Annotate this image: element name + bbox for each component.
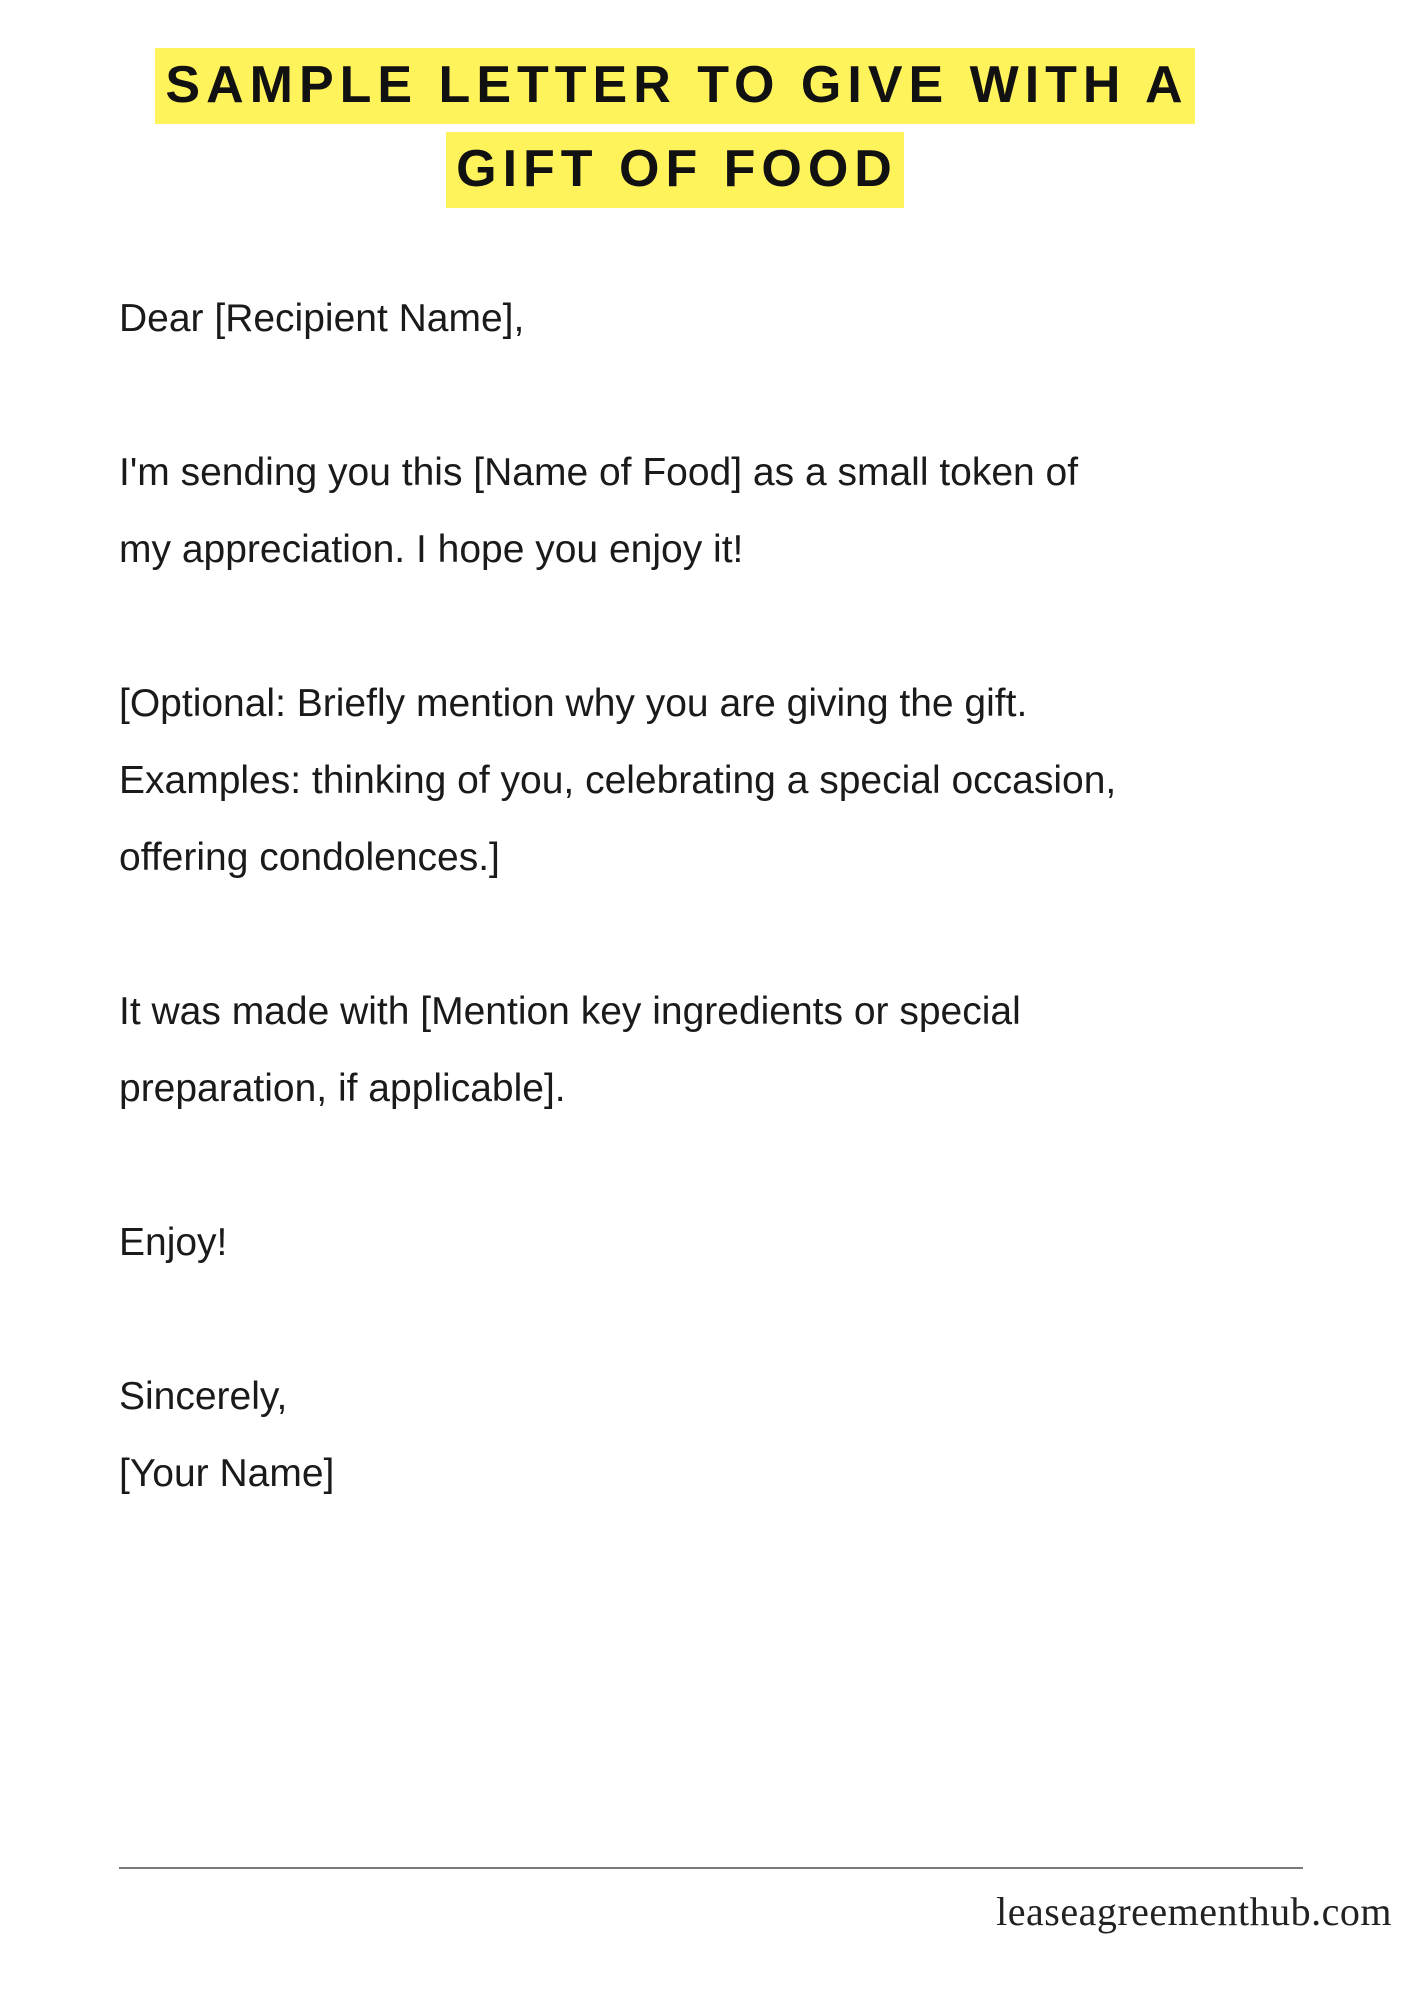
paragraph-line: offering condolences.] [119,836,500,879]
footer-divider [119,1867,1303,1869]
title-line-2: GIFT OF FOOD [446,132,904,208]
paragraph-line: my appreciation. I hope you enjoy it! [119,528,744,571]
salutation [119,280,1339,357]
exclamation-text: Enjoy! [119,1221,228,1264]
closing-text: Sincerely, [119,1375,288,1418]
exclamation [119,1204,1339,1281]
page-title [0,48,1350,216]
closing-block [119,1358,1339,1512]
title-line-1: SAMPLE LETTER TO GIVE WITH A [155,48,1194,124]
paragraph-appreciation [119,434,1339,588]
paragraph-line: [Optional: Briefly mention why you are giving the gift. [119,682,1028,725]
salutation-text: Dear [Recipient Name], [119,297,525,340]
paragraph-line: I'm sending you this [Name of Food] as a small token of [119,451,1079,494]
paragraph-line: It was made with [Mention key ingredients or special [119,990,1021,1033]
paragraph-line: preparation, if applicable]. [119,1067,566,1110]
paragraph-ingredients [119,973,1339,1127]
paragraph-optional-reason [119,665,1339,896]
paragraph-line: Examples: thinking of you, celebrating a special occasion, [119,759,1117,802]
site-watermark: leaseagreementhub.com [996,1889,1392,1934]
signature-placeholder: [Your Name] [119,1452,335,1495]
letter-body [119,280,1339,1512]
